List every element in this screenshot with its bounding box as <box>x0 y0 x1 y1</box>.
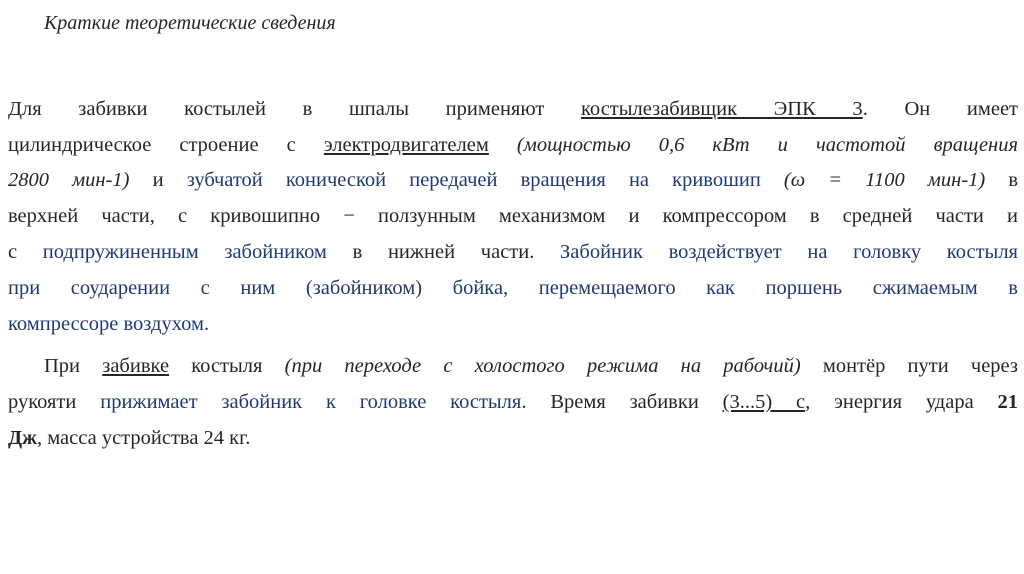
text-span: и <box>129 169 187 191</box>
paragraph-1-line-3 <box>8 167 1018 193</box>
paragraph-1-line-2 <box>8 132 1018 158</box>
energy-unit: Дж <box>8 427 37 449</box>
press-action: прижимает забойник к головке костыля <box>100 391 522 413</box>
text-span: монтёр пути через <box>800 355 1019 377</box>
section-title: Краткие теоретические сведения <box>44 12 336 34</box>
paragraph-2-line-2 <box>8 389 1018 415</box>
text-span: , масса устройства 24 кг. <box>36 427 251 449</box>
rpm-spec: 2800 мин-1) <box>8 169 130 191</box>
text-span: с <box>8 241 43 263</box>
text-span: Для забивки костылей в шпалы применяют <box>8 98 582 120</box>
crank-spec: (ω = 1100 мин-1) <box>760 169 986 191</box>
paragraph-2-line-3 <box>8 425 1018 451</box>
text-span: рукояти <box>8 391 101 413</box>
paragraph-2-line-1 <box>44 353 1018 379</box>
text-span: При <box>44 355 103 377</box>
paragraph-1-line-5 <box>8 239 1018 265</box>
rammer-action: Забойник воздействует на головку костыля <box>560 241 1018 263</box>
motor-spec: (мощностью 0,6 кВт и частотой вращения <box>488 134 1018 156</box>
text-span: . Время забивки <box>521 391 723 413</box>
text-span: цилиндрическое строение с <box>8 134 324 156</box>
device-name: костылезабивщик ЭПК 3 <box>581 98 863 120</box>
time-value: (3...5) с <box>722 391 806 413</box>
rammer-term: подпружиненным забойником <box>42 241 327 263</box>
paragraph-1-line-1 <box>8 96 1018 122</box>
text-span: . Он имеет <box>862 98 1019 120</box>
paragraph-1-line-7: компрессоре воздухом. <box>8 313 210 335</box>
energy-value: 21 <box>997 391 1019 413</box>
mode-note: (при переходе с холостого режима на рабочий) <box>284 355 801 377</box>
paragraph-1-line-6: при соударении с ним (забойником) бойка, перемещаемого как поршень сжимаемым в <box>8 277 1018 299</box>
text-span: , энергия удара <box>805 391 998 413</box>
motor-term: электродвигателем <box>323 134 489 156</box>
text-span: в нижней части. <box>326 241 561 263</box>
text-span: в <box>985 169 1018 191</box>
paragraph-1-line-4: верхней части, с кривошипно − ползунным механизмом и компрессором в средней части и <box>8 205 1018 227</box>
driving-term: забивке <box>102 355 170 377</box>
gear-term: зубчатой конической передачей вращения на кривошип <box>186 169 761 191</box>
text-span: костыля <box>169 355 285 377</box>
